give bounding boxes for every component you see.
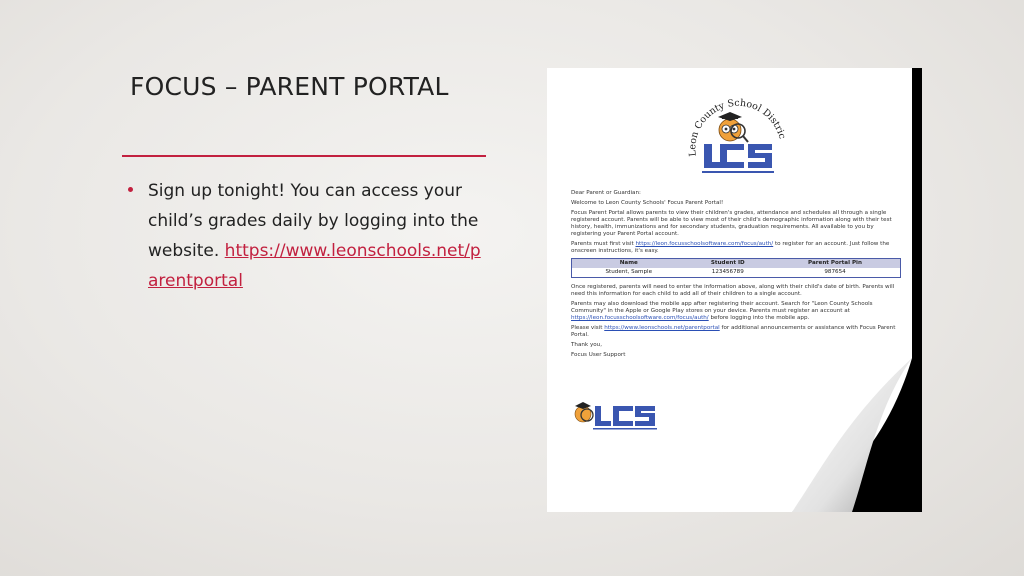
letter-image <box>547 68 922 512</box>
table-header: Name <box>572 259 686 269</box>
logo-arc-text: Leon County School Distric <box>687 97 788 157</box>
slide-title: FOCUS – PARENT PORTAL <box>130 72 449 101</box>
mobile-auth-link[interactable]: https://leon.focusschoolsoftware.com/focus/auth/ <box>571 315 709 321</box>
table-header: Parent Portal Pin <box>770 259 900 269</box>
mobile-prefix: Parents may also download the mobile app after registering their account. Search for "Leon County Schools Community" in the Apple or Google Play stores on your device. Parents must register an account at <box>571 301 873 314</box>
letter-thanks: Thank you, <box>571 342 603 348</box>
mobile-suffix: before logging into the mobile app. <box>710 315 810 321</box>
bullet-dot-icon <box>128 187 133 192</box>
bullet-list <box>128 176 488 296</box>
focus-auth-link[interactable]: https://leon.focusschoolsoftware.com/focus/auth/ <box>635 241 774 247</box>
visit-prefix: Parents must first visit <box>571 241 634 247</box>
please-prefix: Please visit <box>571 325 603 331</box>
please-suffix: for additional announcements or assistance with Focus Parent Portal. <box>571 325 896 338</box>
letter-greeting: Dear Parent or Guardian: <box>571 190 641 196</box>
page-curl-graphic <box>547 68 922 512</box>
parentportal-link[interactable]: https://www.leonschools.net/parentportal <box>604 325 720 331</box>
letter-signature: Focus User Support <box>571 352 626 358</box>
bullet-item <box>128 176 488 296</box>
table-cell: 987654 <box>824 269 846 275</box>
visit-suffix: to register for an account. Just follow the onscreen instructions, it's easy. <box>571 241 890 254</box>
letter-intro: Focus Parent Portal allows parents to view their children's grades, attendance and schedules all through a single registered account. Parents will be able to view most of their child's demographic information along with their test history, health, immunizations and for secondary students, graduation requirements. All available to you by registering your Parent Portal account. <box>571 210 892 237</box>
letter-registered: Once registered, parents will need to enter the information above, along with their child's date of birth. Parents will need this information for each child to add all of their children to a single account. <box>571 284 895 297</box>
letter-welcome: Welcome to Leon County Schools' Focus Parent Portal! <box>571 200 724 206</box>
table-cell: Student, Sample <box>605 269 653 275</box>
parent-portal-link[interactable]: https://www.leonschools.net/parentportal <box>148 241 481 291</box>
title-divider <box>122 155 486 157</box>
bullet-text: Sign up tonight! You can access your child’s grades daily by logging into the website. <box>148 181 479 261</box>
table-cell: 123456789 <box>711 269 744 275</box>
table-header: Student ID <box>686 259 770 269</box>
